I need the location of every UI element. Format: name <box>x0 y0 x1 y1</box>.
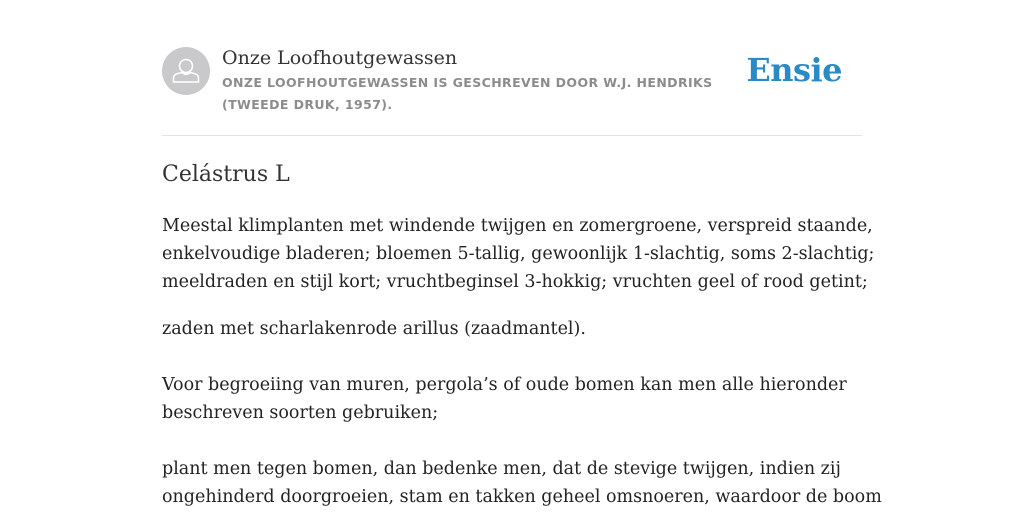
text-line: beschreven soorten gebruiken; <box>162 403 439 423</box>
ensie-logo-link[interactable]: Ensie <box>746 51 842 89</box>
entry-title: Celástrus L <box>162 162 290 187</box>
text-line: ongehinderd doorgroeien, stam en takken geheel omsnoeren, waardoor de boom <box>162 487 882 507</box>
paragraph-warning <box>162 455 882 511</box>
paragraph-seeds <box>162 315 862 343</box>
source-header <box>162 46 862 136</box>
text-line: plant men tegen bomen, dan bedenke men, dat de stevige twijgen, indien zij <box>162 459 841 479</box>
paragraph-usage <box>162 371 862 427</box>
text-line: meeldraden en stijl kort; vruchtbeginsel 3-hokkig; vruchten geel of rood getint; <box>162 272 868 292</box>
text-line: Meestal klimplanten met windende twijgen en zomergroene, verspreid staande, <box>162 216 873 236</box>
paragraph-description <box>162 212 875 296</box>
source-description: ONZE LOOFHOUTGEWASSEN IS GESCHREVEN DOOR W.J. HENDRIKS (TWEEDE DRUK, 1957). <box>222 75 713 112</box>
text-line: Voor begroeiing van muren, pergola’s of oude bomen kan men alle hieronder <box>162 375 847 395</box>
source-title[interactable]: Onze Loofhoutgewassen <box>222 47 458 69</box>
text-line: zaden met scharlakenrode arillus (zaadmantel). <box>162 319 586 339</box>
entry-content <box>162 160 882 511</box>
user-icon <box>162 47 210 95</box>
text-line: enkelvoudige bladeren; bloemen 5-tallig, gewoonlijk 1-slachtig, soms 2-slachtig; <box>162 244 875 264</box>
avatar[interactable] <box>162 47 210 95</box>
